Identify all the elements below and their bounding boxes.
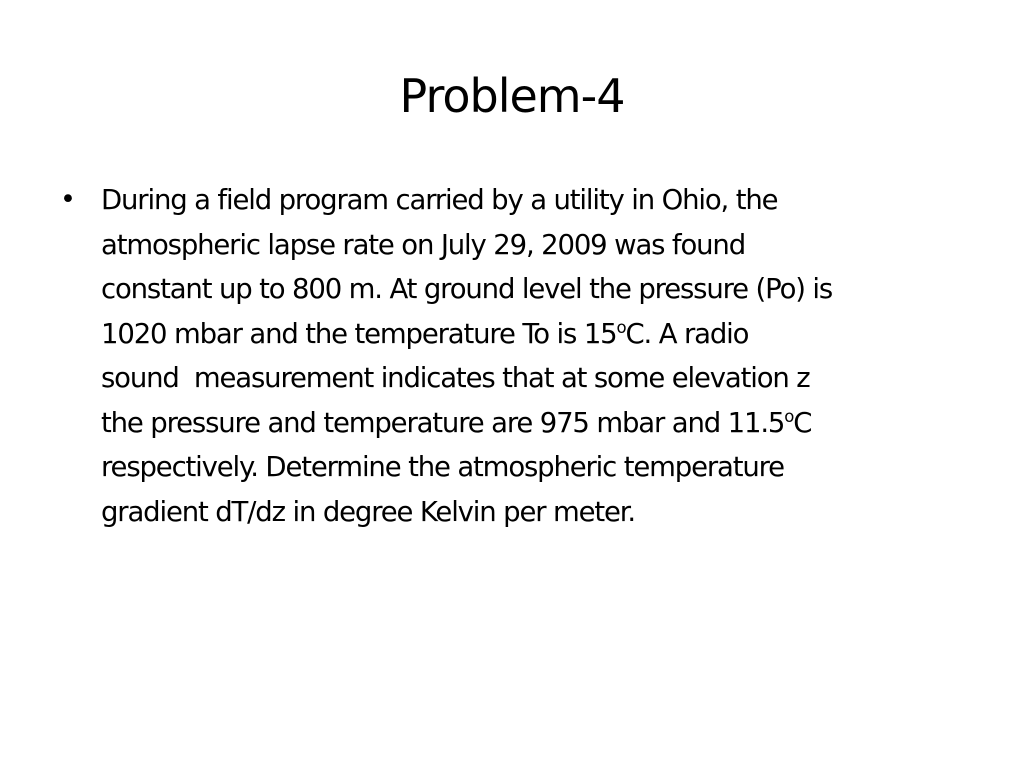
bullet-item <box>54 178 974 534</box>
problem-line-1: During a field program carried by a utility in Ohio, the <box>101 184 778 216</box>
problem-line-7: respectively. Determine the atmospheric temperature <box>101 451 784 483</box>
problem-line-3: constant up to 800 m. At ground level the pressure (Po) is <box>101 273 833 305</box>
bullet-dot-icon: • <box>60 184 76 215</box>
degree-superscript: o <box>616 317 626 337</box>
problem-line-4: 1020 mbar and the temperature To is 15$^o$C. A radio <box>101 317 749 350</box>
problem-statement <box>101 178 974 534</box>
problem-line-2: atmospheric lapse rate on July 29, 2009 was found <box>101 228 746 261</box>
problem-line-8: gradient dT/dz in degree Kelvin per meter. <box>101 495 636 528</box>
slide-body <box>54 178 974 534</box>
slide-title: Problem-4 <box>399 69 625 123</box>
problem-line-6: the pressure and temperature are 975 mbar and 11.5$^o$C <box>101 406 812 439</box>
problem-line-5: sound measurement indicates that at some elevation z <box>101 362 810 394</box>
degree-superscript: o <box>784 406 794 426</box>
